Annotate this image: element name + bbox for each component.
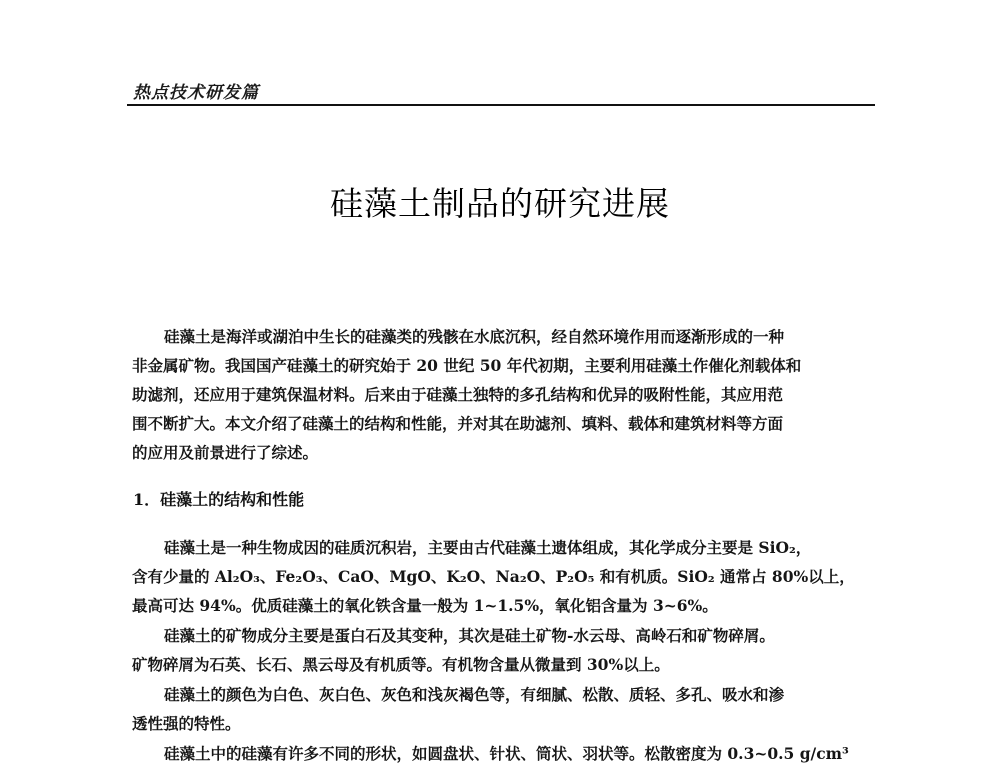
paragraph-line: 硅藻土是一种生物成因的硅质沉积岩，主要由古代硅藻土遗体组成，其化学成分主要是 SiO₂， bbox=[164, 538, 812, 557]
paragraph-line: 透性强的特性。 bbox=[132, 714, 241, 733]
paragraph-line: 硅藻土的矿物成分主要是蛋白石及其变种，其次是硅土矿物-水云母、高岭石和矿物碎屑。 bbox=[164, 626, 775, 645]
paragraph-line: 非金属矿物。我国国产硅藻土的研究始于 20 世纪 50 年代初期，主要利用硅藻土作催化剂载体和 bbox=[132, 356, 802, 375]
paragraph-line: 助滤剂，还应用于建筑保温材料。后来由于硅藻土独特的多孔结构和优异的吸附性能，其应用范 bbox=[132, 385, 784, 404]
article-title: 硅藻土制品的研究进展 bbox=[330, 184, 670, 223]
intro-paragraph bbox=[132, 322, 872, 467]
header-rule bbox=[127, 104, 875, 106]
paragraph-line: 最高可达 94%。优质硅藻土的氧化铁含量一般为 1~1.5%，氧化铝含量为 3~6%。 bbox=[132, 596, 718, 615]
paragraph-line: 硅藻土中的硅藻有许多不同的形状，如圆盘状、针状、筒状、羽状等。松散密度为 0.3~0.5 g/cm³ bbox=[164, 744, 849, 763]
paragraph-line: 硅藻土是海洋或湖泊中生长的硅藻类的残骸在水底沉积，经自然环境作用而逐渐形成的一种 bbox=[164, 327, 785, 346]
running-header: 热点技术研发篇 bbox=[133, 83, 259, 103]
section-paragraph-composition bbox=[132, 533, 872, 620]
paragraph-line: 硅藻土的颜色为白色、灰白色、灰色和浅灰褐色等，有细腻、松散、质轻、多孔、吸水和渗 bbox=[164, 685, 785, 704]
paragraph-line: 的应用及前景进行了综述。 bbox=[132, 443, 319, 462]
paragraph-line: 围不断扩大。本文介绍了硅藻土的结构和性能，并对其在助滤剂、填料、载体和建筑材料等方面 bbox=[132, 414, 784, 433]
paragraph-line: 矿物碎屑为石英、长石、黑云母及有机质等。有机物含量从微量到 30%以上。 bbox=[132, 655, 670, 674]
paragraph-line: 含有少量的 Al₂O₃、Fe₂O₃、CaO、MgO、K₂O、Na₂O、P₂O₅ 和有机质。SiO₂ 通常占 80%以上， bbox=[132, 567, 855, 586]
section-paragraph-minerals bbox=[132, 621, 872, 679]
section-paragraph-shape bbox=[132, 739, 872, 768]
section-heading: 1．硅藻土的结构和性能 bbox=[133, 490, 305, 509]
section-paragraph-color bbox=[132, 680, 872, 738]
